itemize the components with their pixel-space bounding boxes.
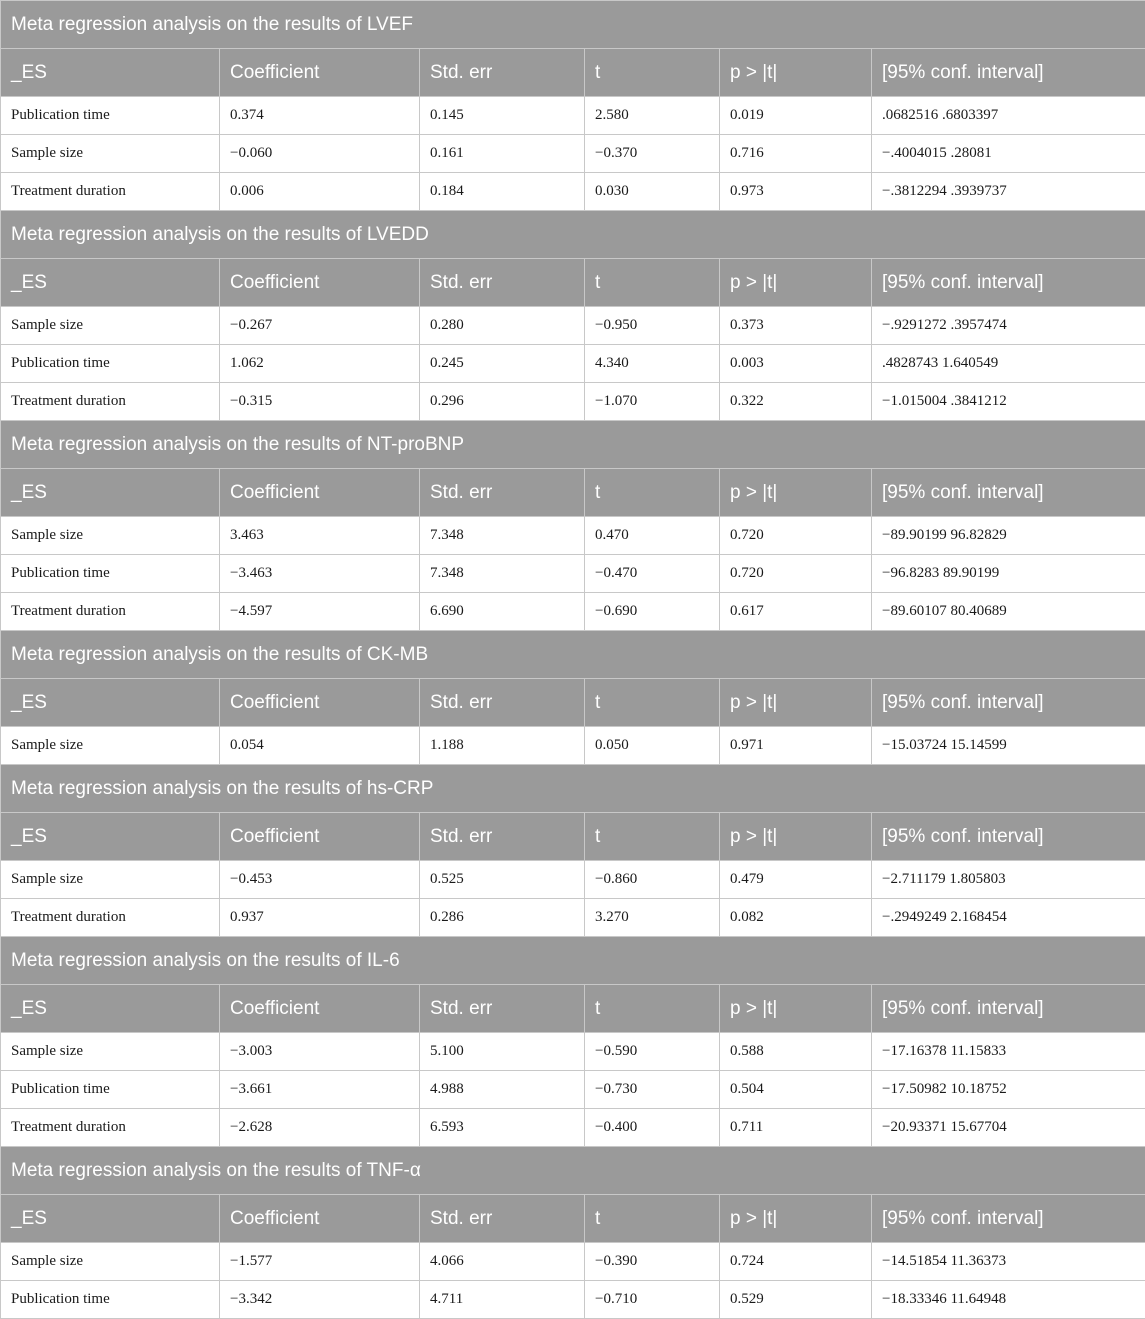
header-es: _ES [1, 679, 220, 727]
cell-coefficient: 3.463 [220, 517, 420, 555]
header-t: t [585, 679, 720, 727]
table-row [1, 345, 1145, 383]
cell-p: 0.003 [720, 345, 872, 383]
cell-t: −0.690 [585, 593, 720, 631]
cell-t: −0.400 [585, 1109, 720, 1147]
cell-ci: −.3812294 .3939737 [872, 173, 1145, 211]
cell-std-err: 0.145 [420, 97, 585, 135]
header-std-err: Std. err [420, 985, 585, 1033]
section-title: Meta regression analysis on the results of LVEF [1, 1, 1145, 49]
cell-p: 0.588 [720, 1033, 872, 1071]
cell-p: 0.720 [720, 517, 872, 555]
header-t: t [585, 813, 720, 861]
cell-p: 0.617 [720, 593, 872, 631]
header-es: _ES [1, 1195, 220, 1243]
header-p: p > |t| [720, 1195, 872, 1243]
table-row [1, 1281, 1145, 1319]
cell-ci: −2.711179 1.805803 [872, 861, 1145, 899]
row-label: Publication time [1, 1281, 220, 1319]
header-es: _ES [1, 985, 220, 1033]
cell-ci: −.9291272 .3957474 [872, 307, 1145, 345]
row-label: Publication time [1, 345, 220, 383]
header-ci: [95% conf. interval] [872, 1195, 1145, 1243]
cell-t: −0.590 [585, 1033, 720, 1071]
cell-p: 0.504 [720, 1071, 872, 1109]
header-t: t [585, 1195, 720, 1243]
header-p: p > |t| [720, 813, 872, 861]
cell-p: 0.724 [720, 1243, 872, 1281]
cell-std-err: 0.286 [420, 899, 585, 937]
cell-t: 3.270 [585, 899, 720, 937]
cell-p: 0.529 [720, 1281, 872, 1319]
cell-std-err: 6.593 [420, 1109, 585, 1147]
header-ci: [95% conf. interval] [872, 259, 1145, 307]
cell-p: 0.479 [720, 861, 872, 899]
cell-std-err: 1.188 [420, 727, 585, 765]
section-title-row [1, 765, 1145, 813]
header-es: _ES [1, 259, 220, 307]
cell-ci: −96.8283 89.90199 [872, 555, 1145, 593]
header-ci: [95% conf. interval] [872, 49, 1145, 97]
section-title: Meta regression analysis on the results of TNF-α [1, 1147, 1145, 1195]
section-title: Meta regression analysis on the results of LVEDD [1, 211, 1145, 259]
header-coefficient: Coefficient [220, 259, 420, 307]
header-coefficient: Coefficient [220, 813, 420, 861]
header-p: p > |t| [720, 469, 872, 517]
cell-p: 0.373 [720, 307, 872, 345]
table-row [1, 1109, 1145, 1147]
section-title-row [1, 1147, 1145, 1195]
cell-coefficient: −0.315 [220, 383, 420, 421]
cell-coefficient: 0.374 [220, 97, 420, 135]
row-label: Sample size [1, 135, 220, 173]
row-label: Treatment duration [1, 173, 220, 211]
row-label: Treatment duration [1, 593, 220, 631]
cell-t: 0.050 [585, 727, 720, 765]
header-p: p > |t| [720, 49, 872, 97]
cell-ci: −17.50982 10.18752 [872, 1071, 1145, 1109]
header-t: t [585, 49, 720, 97]
table-body [1, 1, 1145, 1319]
cell-t: −0.730 [585, 1071, 720, 1109]
header-coefficient: Coefficient [220, 49, 420, 97]
cell-ci: −89.90199 96.82829 [872, 517, 1145, 555]
cell-t: −0.860 [585, 861, 720, 899]
cell-t: 0.470 [585, 517, 720, 555]
cell-p: 0.082 [720, 899, 872, 937]
cell-ci: −.2949249 2.168454 [872, 899, 1145, 937]
cell-ci: −1.015004 .3841212 [872, 383, 1145, 421]
cell-coefficient: 0.054 [220, 727, 420, 765]
header-coefficient: Coefficient [220, 985, 420, 1033]
table-row [1, 899, 1145, 937]
cell-ci: .0682516 .6803397 [872, 97, 1145, 135]
cell-t: 4.340 [585, 345, 720, 383]
row-label: Publication time [1, 1071, 220, 1109]
cell-std-err: 7.348 [420, 555, 585, 593]
section-title-row [1, 421, 1145, 469]
row-label: Sample size [1, 861, 220, 899]
cell-std-err: 4.988 [420, 1071, 585, 1109]
cell-coefficient: −4.597 [220, 593, 420, 631]
column-header-row [1, 1195, 1145, 1243]
cell-p: 0.720 [720, 555, 872, 593]
section-title: Meta regression analysis on the results of CK-MB [1, 631, 1145, 679]
cell-t: −1.070 [585, 383, 720, 421]
cell-coefficient: −0.060 [220, 135, 420, 173]
table-row [1, 97, 1145, 135]
cell-coefficient: −3.003 [220, 1033, 420, 1071]
cell-coefficient: 0.937 [220, 899, 420, 937]
header-std-err: Std. err [420, 259, 585, 307]
header-ci: [95% conf. interval] [872, 469, 1145, 517]
section-title-row [1, 631, 1145, 679]
section-title: Meta regression analysis on the results of IL-6 [1, 937, 1145, 985]
row-label: Sample size [1, 307, 220, 345]
row-label: Publication time [1, 97, 220, 135]
cell-std-err: 7.348 [420, 517, 585, 555]
cell-ci: −17.16378 11.15833 [872, 1033, 1145, 1071]
header-std-err: Std. err [420, 1195, 585, 1243]
cell-p: 0.322 [720, 383, 872, 421]
table-row [1, 1071, 1145, 1109]
column-header-row [1, 259, 1145, 307]
header-t: t [585, 469, 720, 517]
column-header-row [1, 469, 1145, 517]
cell-p: 0.971 [720, 727, 872, 765]
cell-t: −0.470 [585, 555, 720, 593]
cell-ci: −18.33346 11.64948 [872, 1281, 1145, 1319]
cell-coefficient: −2.628 [220, 1109, 420, 1147]
header-es: _ES [1, 813, 220, 861]
cell-t: −0.950 [585, 307, 720, 345]
table-row [1, 1243, 1145, 1281]
header-std-err: Std. err [420, 679, 585, 727]
cell-ci: .4828743 1.640549 [872, 345, 1145, 383]
column-header-row [1, 49, 1145, 97]
row-label: Sample size [1, 1243, 220, 1281]
table-row [1, 593, 1145, 631]
cell-coefficient: 1.062 [220, 345, 420, 383]
section-title-row [1, 1, 1145, 49]
cell-t: −0.710 [585, 1281, 720, 1319]
table-row [1, 173, 1145, 211]
row-label: Treatment duration [1, 383, 220, 421]
cell-std-err: 4.711 [420, 1281, 585, 1319]
header-p: p > |t| [720, 679, 872, 727]
table-row [1, 1033, 1145, 1071]
header-p: p > |t| [720, 259, 872, 307]
cell-std-err: 0.280 [420, 307, 585, 345]
row-label: Sample size [1, 727, 220, 765]
column-header-row [1, 679, 1145, 727]
header-coefficient: Coefficient [220, 469, 420, 517]
cell-std-err: 6.690 [420, 593, 585, 631]
cell-coefficient: −0.453 [220, 861, 420, 899]
table-row [1, 135, 1145, 173]
cell-coefficient: −1.577 [220, 1243, 420, 1281]
cell-coefficient: −3.463 [220, 555, 420, 593]
cell-std-err: 0.245 [420, 345, 585, 383]
cell-ci: −89.60107 80.40689 [872, 593, 1145, 631]
header-std-err: Std. err [420, 469, 585, 517]
cell-ci: −14.51854 11.36373 [872, 1243, 1145, 1281]
cell-std-err: 0.184 [420, 173, 585, 211]
header-std-err: Std. err [420, 49, 585, 97]
row-label: Sample size [1, 1033, 220, 1071]
header-ci: [95% conf. interval] [872, 813, 1145, 861]
cell-p: 0.973 [720, 173, 872, 211]
header-coefficient: Coefficient [220, 1195, 420, 1243]
header-es: _ES [1, 469, 220, 517]
cell-std-err: 0.161 [420, 135, 585, 173]
table-row [1, 861, 1145, 899]
cell-coefficient: 0.006 [220, 173, 420, 211]
cell-t: −0.390 [585, 1243, 720, 1281]
row-label: Publication time [1, 555, 220, 593]
section-title: Meta regression analysis on the results of hs-CRP [1, 765, 1145, 813]
table-row [1, 383, 1145, 421]
cell-std-err: 0.296 [420, 383, 585, 421]
cell-ci: −20.93371 15.67704 [872, 1109, 1145, 1147]
header-t: t [585, 259, 720, 307]
cell-ci: −15.03724 15.14599 [872, 727, 1145, 765]
row-label: Sample size [1, 517, 220, 555]
header-t: t [585, 985, 720, 1033]
row-label: Treatment duration [1, 899, 220, 937]
table-row [1, 517, 1145, 555]
cell-coefficient: −3.661 [220, 1071, 420, 1109]
cell-std-err: 0.525 [420, 861, 585, 899]
header-std-err: Std. err [420, 813, 585, 861]
cell-std-err: 5.100 [420, 1033, 585, 1071]
cell-coefficient: −3.342 [220, 1281, 420, 1319]
cell-t: 0.030 [585, 173, 720, 211]
row-label: Treatment duration [1, 1109, 220, 1147]
column-header-row [1, 985, 1145, 1033]
cell-t: −0.370 [585, 135, 720, 173]
table-row [1, 307, 1145, 345]
cell-p: 0.716 [720, 135, 872, 173]
section-title-row [1, 937, 1145, 985]
table-row [1, 555, 1145, 593]
cell-t: 2.580 [585, 97, 720, 135]
cell-std-err: 4.066 [420, 1243, 585, 1281]
header-coefficient: Coefficient [220, 679, 420, 727]
cell-coefficient: −0.267 [220, 307, 420, 345]
header-ci: [95% conf. interval] [872, 985, 1145, 1033]
section-title: Meta regression analysis on the results of NT-proBNP [1, 421, 1145, 469]
cell-p: 0.711 [720, 1109, 872, 1147]
header-es: _ES [1, 49, 220, 97]
cell-ci: −.4004015 .28081 [872, 135, 1145, 173]
section-title-row [1, 211, 1145, 259]
column-header-row [1, 813, 1145, 861]
header-ci: [95% conf. interval] [872, 679, 1145, 727]
table-row [1, 727, 1145, 765]
header-p: p > |t| [720, 985, 872, 1033]
cell-p: 0.019 [720, 97, 872, 135]
